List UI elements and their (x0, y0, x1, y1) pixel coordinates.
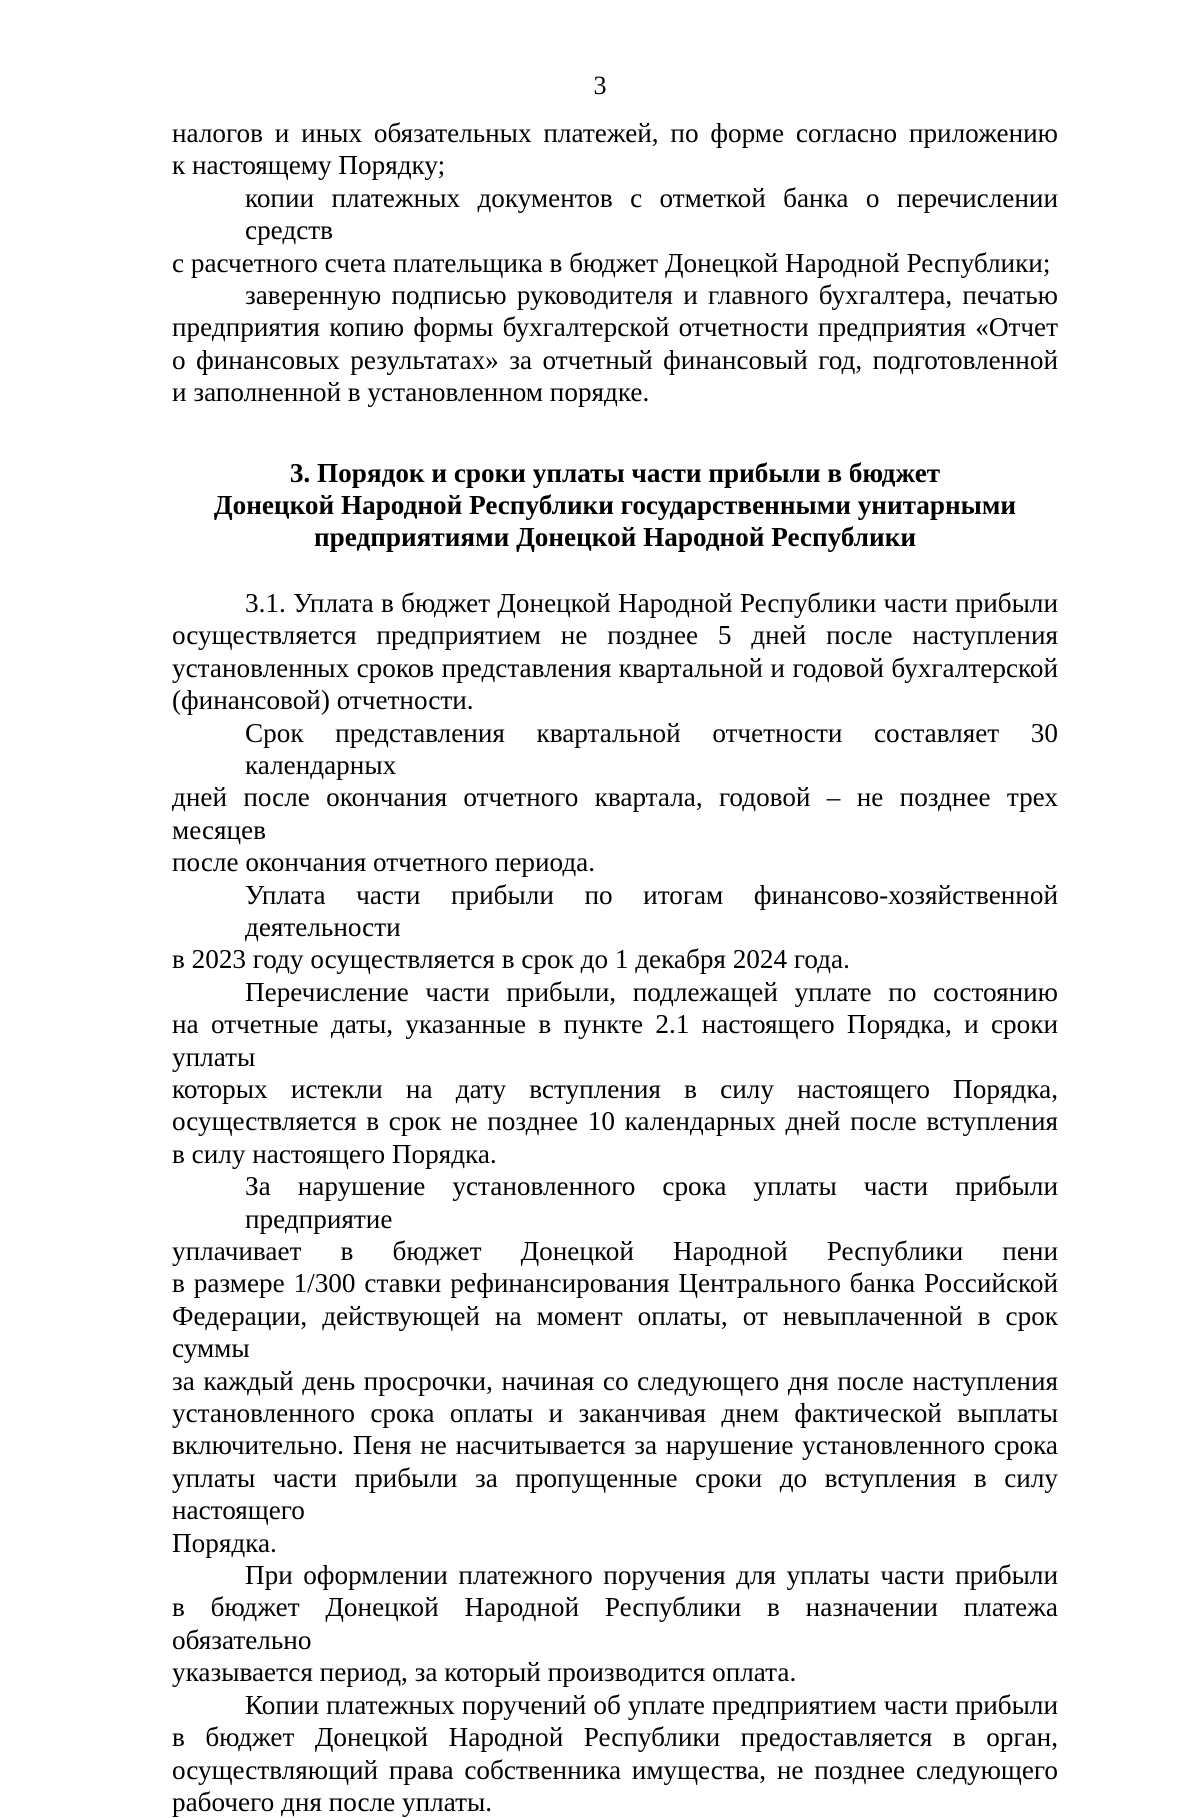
intro-paragraph-2 (172, 182, 1058, 279)
section-paragraph (172, 1170, 1058, 1559)
text-line: установленных сроков представления квартальной и годовой бухгалтерской (172, 652, 1058, 683)
document-body (172, 117, 1058, 1818)
page-number: 3 (593, 71, 607, 100)
text-line: и заполненной в установленном порядке. (172, 377, 650, 408)
section-paragraphs (172, 587, 1058, 1818)
text-line: Порядка. (172, 1527, 277, 1558)
text-line: осуществляющий права собственника имущества, не позднее следующего (172, 1754, 1058, 1785)
text-line: Перечисление части прибыли, подлежащей уплате по состоянию (245, 976, 1058, 1007)
section-paragraph (172, 976, 1058, 1170)
text-line: (финансовой) отчетности. (172, 685, 474, 716)
text-line: в бюджет Донецкой Народной Республики предоставляется в орган, (172, 1722, 1058, 1753)
heading-line: Донецкой Народной Республики государственными унитарными (213, 490, 1017, 521)
heading-line: предприятиями Донецкой Народной Республики (313, 522, 917, 553)
text-line: Копии платежных поручений об уплате предприятием части прибыли (245, 1689, 1058, 1720)
text-line: включительно. Пеня не насчитывается за нарушение установленного срока (172, 1430, 1058, 1461)
text-line: с расчетного счета плательщика в бюджет Донецкой Народной Республики; (172, 247, 1051, 278)
section-paragraph (172, 879, 1058, 976)
text-line: уплаты части прибыли за пропущенные сроки до вступления в силу настоящего (172, 1462, 1058, 1526)
text-line: рабочего дня после уплаты. (172, 1786, 493, 1817)
text-line: после окончания отчетного периода. (172, 847, 596, 878)
section-heading (172, 457, 1058, 554)
text-line: к настоящему Порядку; (172, 150, 446, 181)
section-paragraph (172, 717, 1058, 879)
text-line: уплачивает в бюджет Донецкой Народной Республики пени (172, 1236, 1058, 1266)
text-line: которых истекли на дату вступления в силу настоящего Порядка, (172, 1073, 1058, 1104)
text-line: осуществляется в срок не позднее 10 календарных дней после вступления (172, 1106, 1058, 1137)
text-line: дней после окончания отчетного квартала, годовой – не позднее трех месяцев (172, 782, 1058, 845)
text-line: осуществляется предприятием не позднее 5 дней после наступления (172, 620, 1058, 651)
text-line: Федерации, действующей на момент оплаты, от невыплаченной в срок суммы (172, 1300, 1058, 1364)
section-paragraph (172, 587, 1058, 717)
text-line: в размере 1/300 ставки рефинансирования Центрального банка Российской (172, 1268, 1058, 1299)
section-paragraph (172, 1559, 1058, 1689)
text-line: в бюджет Донецкой Народной Республики в назначении платежа обязательно (172, 1592, 1058, 1655)
intro-paragraph-1 (172, 117, 1058, 182)
text-line: о финансовых результатах» за отчетный финансовый год, подготовленной (172, 344, 1058, 375)
text-line: предприятия копию формы бухгалтерской отчетности предприятия «Отчет (172, 312, 1058, 343)
text-line: Уплата части прибыли по итогам финансово-хозяйственной деятельности (245, 879, 1058, 942)
text-line: налогов и иных обязательных платежей, по форме согласно приложению (172, 118, 1058, 148)
text-line: За нарушение установленного срока уплаты части прибыли предприятие (245, 1171, 1058, 1234)
section-paragraph (172, 1689, 1058, 1818)
text-line: на отчетные даты, указанные в пункте 2.1 настоящего Порядка, и сроки уплаты (172, 1009, 1058, 1072)
text-line: 3.1. Уплата в бюджет Донецкой Народной Республики части прибыли (245, 587, 1058, 618)
text-line: Срок представления квартальной отчетности составляет 30 календарных (245, 717, 1058, 780)
text-line: за каждый день просрочки, начиная со следующего дня после наступления (172, 1365, 1058, 1396)
intro-paragraph-3 (172, 279, 1058, 409)
text-line: заверенную подписью руководителя и главного бухгалтера, печатью (245, 280, 1058, 311)
text-line: При оформлении платежного поручения для уплаты части прибыли (245, 1560, 1058, 1591)
text-line: указывается период, за который производится оплата. (172, 1657, 797, 1688)
text-line: копии платежных документов с отметкой банка о перечислении средств (245, 182, 1058, 246)
text-line: в 2023 году осуществляется в срок до 1 декабря 2024 года. (172, 944, 850, 975)
text-line: в силу настоящего Порядка. (172, 1138, 497, 1169)
text-line: установленного срока оплаты и заканчивая днем фактической выплаты (172, 1398, 1058, 1429)
heading-line: 3. Порядок и сроки уплаты части прибыли в бюджет (289, 457, 941, 488)
